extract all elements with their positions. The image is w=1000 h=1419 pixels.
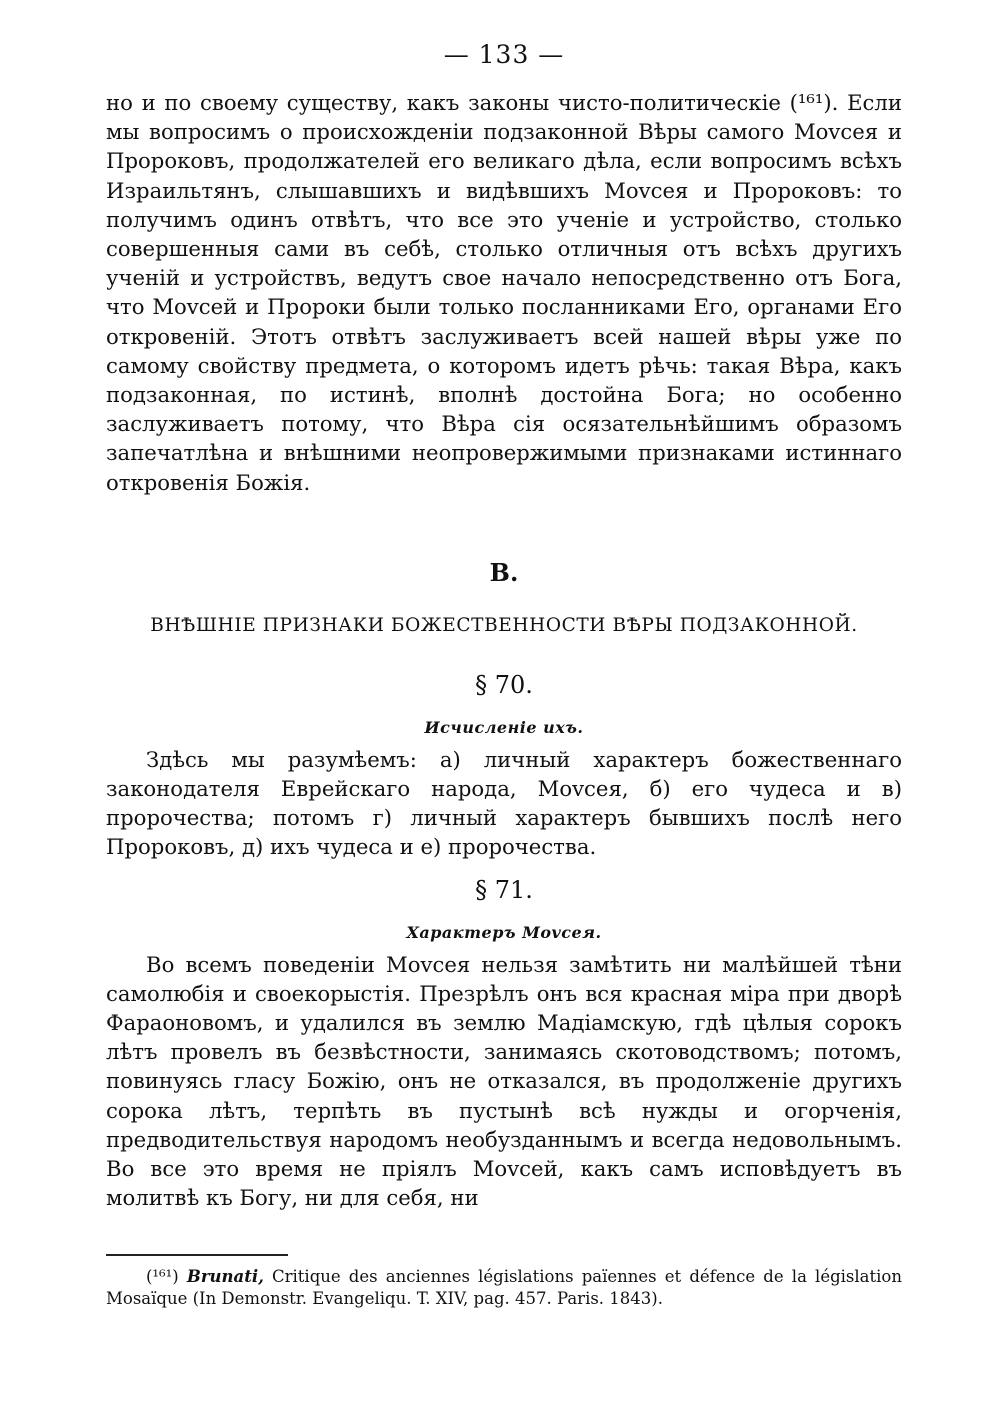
footnote-divider	[106, 1254, 288, 1256]
page-number: — 133 —	[443, 40, 565, 69]
paragraph-mark-70: § 70.	[475, 670, 533, 699]
paragraph-70-text: Здѣсь мы разумѣемъ: а) личный характеръ божественнаго законодателя Еврейскаго народа, Моvсея, б) его чудеса и в) пророчества; потомъ г) личный характеръ бывшихъ послѣ него Пророковъ, д) ихъ чудеса и е) пророчества.	[106, 746, 902, 860]
paragraph-71-text: Во всемъ поведеніи Моvсея нельзя замѣтить ни малѣйшей тѣни самолюбія и своекорыстія. Презрѣлъ онъ вся красная міра при дворѣ Фараоновомъ, и удалился въ землю Мадіамскую, гдѣ цѣлыя сорокъ лѣтъ провелъ въ безвѣстности, занимаясь скотоводствомъ; потомъ, повинуясь гласу Божію, онъ не отказался, въ продолженіе другихъ сорока лѣтъ, терпѣть въ пустынѣ всѣ нужды и огорченія, предводительствуя народомъ необузданнымъ и всегда недовольнымъ. Во все это время не пріялъ Моvсей, какъ самъ исповѣдуетъ въ молитвѣ къ Богу, ни для себя, ни	[106, 951, 902, 1211]
heading-enumeration: Исчисленіе ихъ.	[424, 717, 584, 737]
section-letter: B.	[489, 557, 519, 587]
paragraph-mark-71: § 71.	[475, 875, 533, 904]
footnote-marker: (¹⁶¹)	[146, 1267, 179, 1287]
heading-character-of-moses: Характеръ Моvсея.	[406, 922, 602, 942]
book-page	[106, 40, 902, 1310]
footnote-author: Brunati,	[186, 1267, 264, 1287]
footnote-text: Critique des anciennes législations païennes et défence de la législation Mosaïque (In Demonstr. Evangeliqu. T. XIV, pag. 457. Paris. 1843).	[106, 1267, 902, 1309]
paragraph-intro: но и по своему существу, какъ законы чисто-политическіе (¹⁶¹). Если мы вопросимъ о происхожденіи подзаконной Вѣры самого Моvсея и Пророковъ, продолжателей его великаго дѣла, если вопросимъ всѣхъ Израильтянъ, слышавшихъ и видѣвшихъ Моvсея и Пророковъ: то получимъ одинъ отвѣтъ, что все это ученіе и устройство, столько совершенныя сами въ себѣ, столько отличныя отъ всѣхъ другихъ ученій и устройствъ, ведутъ свое начало непосредственно отъ Бога, что Моvсей и Пророки были только посланниками Его, органами Его откровеній. Этотъ отвѣтъ заслуживаетъ всей нашей вѣры уже по самому свойству предмета, о которомъ идетъ рѣчь: такая Вѣра, какъ подзаконная, по истинѣ, вполнѣ достойна Бога; но особенно заслуживаетъ потому, что Вѣра сія осязательнѣйшимъ образомъ запечатлѣна и внѣшними неопровержимыми признаками истиннаго откровенія Божія.	[106, 90, 902, 495]
footnote-161	[106, 1266, 902, 1310]
spacer	[106, 862, 902, 876]
section-title: ВНѢШНІЕ ПРИЗНАКИ БОЖЕСТВЕННОСТИ ВѢРЫ ПОДЗАКОННОЙ.	[150, 614, 858, 636]
